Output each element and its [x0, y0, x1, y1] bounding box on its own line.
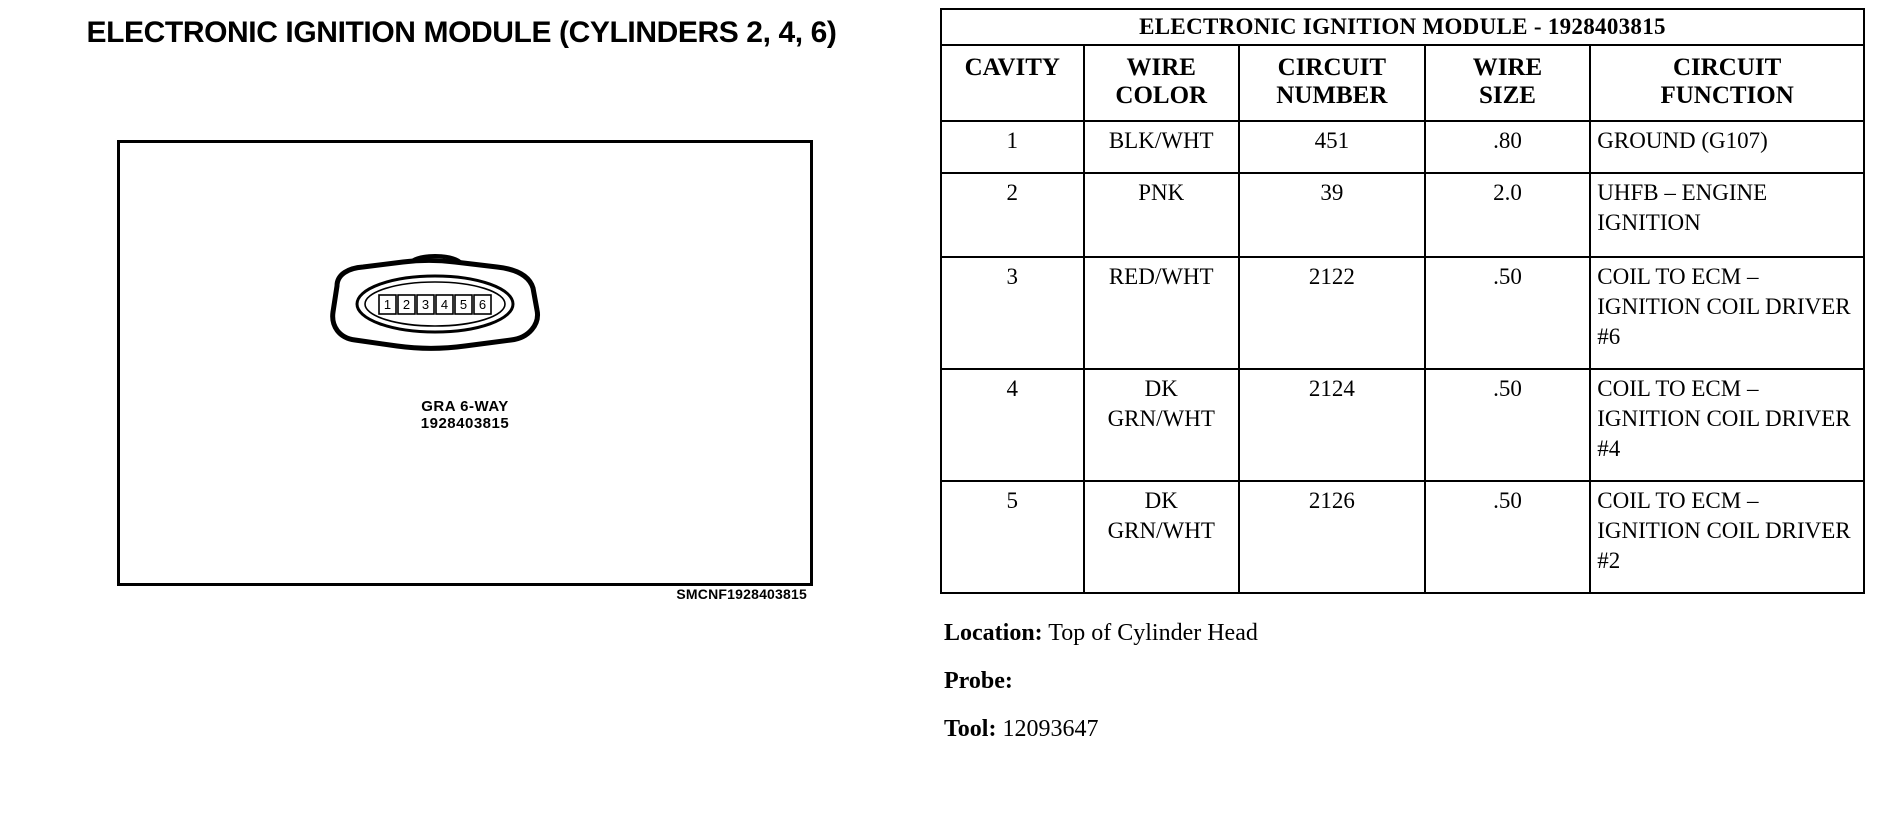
cell-wire-color: BLK/WHT	[1084, 121, 1239, 173]
column-header-wire-color-line1: WIRE	[1126, 54, 1196, 81]
cell-cavity: 5	[941, 481, 1084, 593]
cell-circuit-function: GROUND (G107)	[1590, 121, 1864, 173]
page-title: ELECTRONIC IGNITION MODULE (CYLINDERS 2, 4, 6)	[86, 16, 837, 49]
location-label: Location:	[944, 620, 1043, 646]
cell-circuit-number: 451	[1239, 121, 1425, 173]
connector-illustration-box	[117, 140, 813, 586]
cell-circuit-function: COIL TO ECM – IGNITION COIL DRIVER #4	[1590, 369, 1864, 481]
table-title: ELECTRONIC IGNITION MODULE - 1928403815	[941, 9, 1864, 45]
pin-label-1: 1	[383, 297, 392, 312]
cell-wire-size: .80	[1425, 121, 1591, 173]
column-header-circuit-function-line1: CIRCUIT	[1672, 54, 1782, 81]
column-header-circuit-number-line2: NUMBER	[1276, 82, 1388, 109]
column-header-circuit-function	[1590, 45, 1864, 121]
cell-cavity: 2	[941, 173, 1084, 257]
tool-label: Tool:	[944, 716, 997, 742]
column-header-cavity-line1: CAVITY	[964, 54, 1060, 81]
cell-wire-size: .50	[1425, 369, 1591, 481]
column-header-wire-color	[1084, 45, 1239, 121]
connector-caption	[120, 398, 810, 432]
connector-data-panel	[940, 8, 1890, 764]
column-header-wire-color-line2: COLOR	[1115, 82, 1208, 109]
table-row	[941, 257, 1864, 369]
pin-label-5: 5	[459, 297, 468, 312]
cell-cavity: 4	[941, 369, 1084, 481]
figure-code: SMCNF1928403815	[676, 586, 807, 602]
table-row	[941, 369, 1864, 481]
cell-circuit-number: 2124	[1239, 369, 1425, 481]
tool-line	[944, 716, 1890, 742]
cell-wire-color: PNK	[1084, 173, 1239, 257]
location-value: Top of Cylinder Head	[1048, 620, 1258, 646]
cell-wire-size: .50	[1425, 481, 1591, 593]
pin-label-2: 2	[402, 297, 411, 312]
column-header-circuit-number-line1: CIRCUIT	[1277, 54, 1386, 81]
probe-line	[944, 668, 1890, 694]
cell-circuit-function: COIL TO ECM – IGNITION COIL DRIVER #6	[1590, 257, 1864, 369]
pin-label-3: 3	[421, 297, 430, 312]
probe-label: Probe:	[944, 668, 1013, 694]
table-row	[941, 121, 1864, 173]
connector-drawing	[315, 248, 585, 368]
cell-wire-size: .50	[1425, 257, 1591, 369]
cell-circuit-function: UHFB – ENGINE IGNITION	[1590, 173, 1864, 257]
column-header-circuit-function-line2: FUNCTION	[1660, 82, 1794, 109]
tool-value: 12093647	[1002, 716, 1099, 742]
column-header-wire-size-line1: WIRE	[1472, 54, 1543, 81]
pin-label-4: 4	[440, 297, 449, 312]
connector-name: GRA 6-WAY	[421, 398, 509, 415]
column-header-circuit-number	[1239, 45, 1425, 121]
connector-table	[940, 8, 1865, 594]
pin-label-6: 6	[478, 297, 487, 312]
cell-circuit-number: 39	[1239, 173, 1425, 257]
table-row	[941, 173, 1864, 257]
column-header-wire-size-line2: SIZE	[1479, 82, 1536, 109]
cell-circuit-number: 2122	[1239, 257, 1425, 369]
connector-figure-panel	[0, 0, 935, 832]
cell-wire-color: DK GRN/WHT	[1084, 369, 1239, 481]
cell-circuit-function: COIL TO ECM – IGNITION COIL DRIVER #2	[1590, 481, 1864, 593]
column-header-wire-size	[1425, 45, 1591, 121]
cell-wire-color: RED/WHT	[1084, 257, 1239, 369]
cell-wire-color: DK GRN/WHT	[1084, 481, 1239, 593]
connector-meta	[944, 620, 1890, 742]
cell-cavity: 1	[941, 121, 1084, 173]
location-line	[944, 620, 1890, 646]
cell-wire-size: 2.0	[1425, 173, 1591, 257]
connector-part-number: 1928403815	[420, 415, 510, 432]
table-row	[941, 481, 1864, 593]
table-title-row	[941, 9, 1864, 45]
cell-cavity: 3	[941, 257, 1084, 369]
column-header-cavity	[941, 45, 1084, 121]
cell-circuit-number: 2126	[1239, 481, 1425, 593]
table-header-row	[941, 45, 1864, 121]
